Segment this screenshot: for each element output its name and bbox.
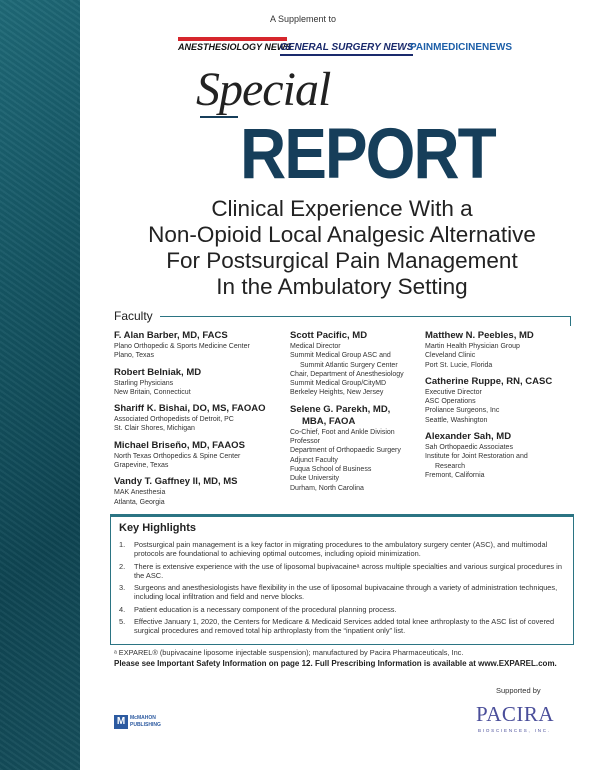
faculty-affiliation: Martin Health Physician Group [425, 343, 520, 350]
faculty-name: Alexander Sah, MD [425, 431, 512, 443]
highlight-item [119, 540, 567, 559]
faculty-affiliation: Cleveland Clinic [425, 352, 476, 360]
key-highlights-list [119, 540, 567, 639]
highlight-text: Surgeons and anesthesiologists have flexibility in the use of liposomal bupivacaine through a variety of administration techniques, including local infiltration and field and nerve blocks. [134, 583, 558, 602]
highlight-number: 3. [119, 583, 126, 593]
highlight-text: Postsurgical pain management is a key factor in migrating procedures to the ambulatory surgery center (ASC), and multimodal protocols are foundational to achieving optimal outcomes, including opioid minimization. [134, 540, 548, 559]
mcmahon-logo-icon [114, 715, 128, 729]
faculty-affiliation: Proliance Surgeons, Inc [425, 407, 500, 415]
highlight-item [119, 617, 567, 636]
masthead-rule [200, 116, 238, 118]
highlight-text: Effective January 1, 2020, the Centers for Medicare & Medicaid Services added total knee arthroplasty to the ASC list of covered surgical procedures and removed total hip arthroplasty from the “inpatient only” list. [134, 617, 555, 636]
faculty-affiliation: Summit Medical Group ASC and [290, 352, 391, 360]
faculty-affiliation: Duke University [290, 475, 340, 483]
title-line: For Postsurgical Pain Management [166, 248, 518, 273]
decorative-sidebar [0, 0, 80, 770]
highlight-item [119, 583, 567, 602]
faculty-affiliation: Professor [290, 438, 320, 446]
faculty-location: Seattle, Washington [425, 416, 488, 424]
faculty-affiliation: ASC Operations [425, 398, 476, 406]
faculty-affiliation: Summit Atlantic Surgery Center [300, 361, 398, 369]
supported-by-label: Supported by [496, 686, 541, 695]
faculty-column-3 [425, 330, 585, 486]
faculty-member [290, 404, 420, 493]
highlight-number: 4. [119, 604, 126, 614]
faculty-member [114, 403, 284, 434]
highlight-number: 5. [119, 617, 126, 627]
safety-information-note: Please see Important Safety Information on page 12. Full Prescribing Information is available at www.EXPAREL.com. [114, 659, 557, 668]
faculty-location: Berkeley Heights, New Jersey [290, 389, 384, 397]
faculty-column-2 [290, 330, 420, 499]
faculty-affiliation: Adjunct Faculty [290, 456, 338, 464]
faculty-location: Atlanta, Georgia [114, 498, 165, 506]
anesthesiology-news-logo: ANESTHESIOLOGY NEWS [178, 42, 292, 52]
faculty-member [425, 376, 585, 425]
faculty-affiliation: Department of Orthopaedic Surgery [290, 447, 401, 455]
faculty-name: Robert Belniak, MD [114, 366, 202, 378]
title-line: Non-Opioid Local Analgesic Alternative [148, 222, 536, 247]
report-title [92, 196, 592, 300]
faculty-member [290, 330, 420, 398]
faculty-member [425, 330, 585, 370]
faculty-affiliation: Co-Chief, Foot and Ankle Division [290, 428, 395, 436]
faculty-location: Port St. Lucie, Florida [425, 361, 493, 369]
faculty-member [114, 440, 284, 471]
faculty-heading: Faculty [114, 309, 153, 323]
pacira-logo: PACIRA [476, 702, 555, 726]
faculty-affiliation: North Texas Orthopedics & Spine Center [114, 452, 241, 460]
key-highlights-title: Key Highlights [119, 522, 197, 534]
title-line: Clinical Experience With a [211, 196, 473, 221]
faculty-location: Fremont, California [425, 471, 485, 479]
faculty-name: Michael Briseño, MD, FAAOS [114, 439, 245, 451]
highlight-item [119, 605, 567, 614]
faculty-member [114, 476, 284, 507]
faculty-name-cont: MBA, FAOA [302, 415, 356, 427]
masthead-special: Special [196, 63, 331, 116]
faculty-name: Vandy T. Gaffney II, MD, MS [114, 476, 238, 488]
faculty-member [425, 431, 585, 480]
highlight-text: There is extensive experience with the use of liposomal bupivacaineᵃ across multiple specialties and various surgical procedures in the ASC. [134, 561, 562, 580]
faculty-name [290, 404, 420, 428]
faculty-name-first: Selene G. Parekh, MD, [290, 403, 391, 415]
faculty-affiliation: Starling Physicians [114, 379, 174, 387]
faculty-affiliation: Chair, Department of Anesthesiology [290, 370, 404, 378]
faculty-affiliation: Plano Orthopedic & Sports Medicine Center [114, 343, 250, 350]
faculty-name: Matthew N. Peebles, MD [425, 330, 534, 341]
pacira-tagline: BIOSCIENCES, INC. [478, 728, 551, 733]
exparel-footnote: ᵃ EXPAREL® (bupivacaine liposome injectable suspension); manufactured by Pacira Pharmaceuticals, Inc. [114, 648, 464, 657]
general-surgery-news-logo: GENERAL SURGERY NEWS [280, 42, 414, 53]
highlight-number: 1. [119, 540, 126, 549]
faculty-rule-end [570, 316, 571, 326]
faculty-name: Catherine Ruppe, RN, CASC [425, 375, 553, 387]
faculty-affiliation: MAK Anesthesia [114, 489, 166, 497]
faculty-name: Scott Pacific, MD [290, 330, 368, 341]
faculty-rule [160, 316, 570, 317]
mcmahon-logo-text [130, 715, 161, 728]
faculty-name: F. Alan Barber, MD, FACS [114, 330, 228, 341]
highlight-number: 2. [119, 561, 126, 571]
faculty-name: Shariff K. Bishai, DO, MS, FAOAO [114, 403, 266, 415]
publisher-line-1: McMAHON [130, 715, 156, 721]
faculty-member [114, 330, 284, 361]
highlight-item [119, 562, 567, 581]
masthead-report: REPORT [240, 113, 495, 194]
title-line: In the Ambulatory Setting [216, 274, 468, 299]
faculty-location: Plano, Texas [114, 352, 154, 360]
faculty-affiliation: Fuqua School of Business [290, 465, 372, 473]
faculty-affiliation: Summit Medical Group/CityMD [290, 380, 387, 388]
faculty-location: St. Clair Shores, Michigan [114, 425, 195, 433]
supplement-label: A Supplement to [270, 14, 337, 24]
faculty-location: Durham, North Carolina [290, 484, 364, 492]
faculty-column-1 [114, 330, 284, 513]
highlight-text: Patient education is a necessary component of the procedural planning process. [134, 604, 397, 614]
faculty-affiliation: Sah Orthopaedic Associates [425, 444, 513, 452]
pain-medicine-news-logo: PAINMEDICINENEWS [410, 42, 513, 53]
faculty-affiliation: Research [435, 462, 465, 470]
faculty-affiliation: Medical Director [290, 343, 341, 350]
publisher-line-2: PUBLISHING [130, 721, 161, 728]
faculty-member [114, 367, 284, 398]
faculty-affiliation: Associated Orthopedists of Detroit, PC [114, 416, 234, 424]
faculty-affiliation: Institute for Joint Restoration and [425, 453, 528, 461]
faculty-affiliation: Executive Director [425, 388, 482, 396]
faculty-location: Grapevine, Texas [114, 462, 169, 470]
faculty-location: New Britain, Connecticut [114, 388, 191, 396]
